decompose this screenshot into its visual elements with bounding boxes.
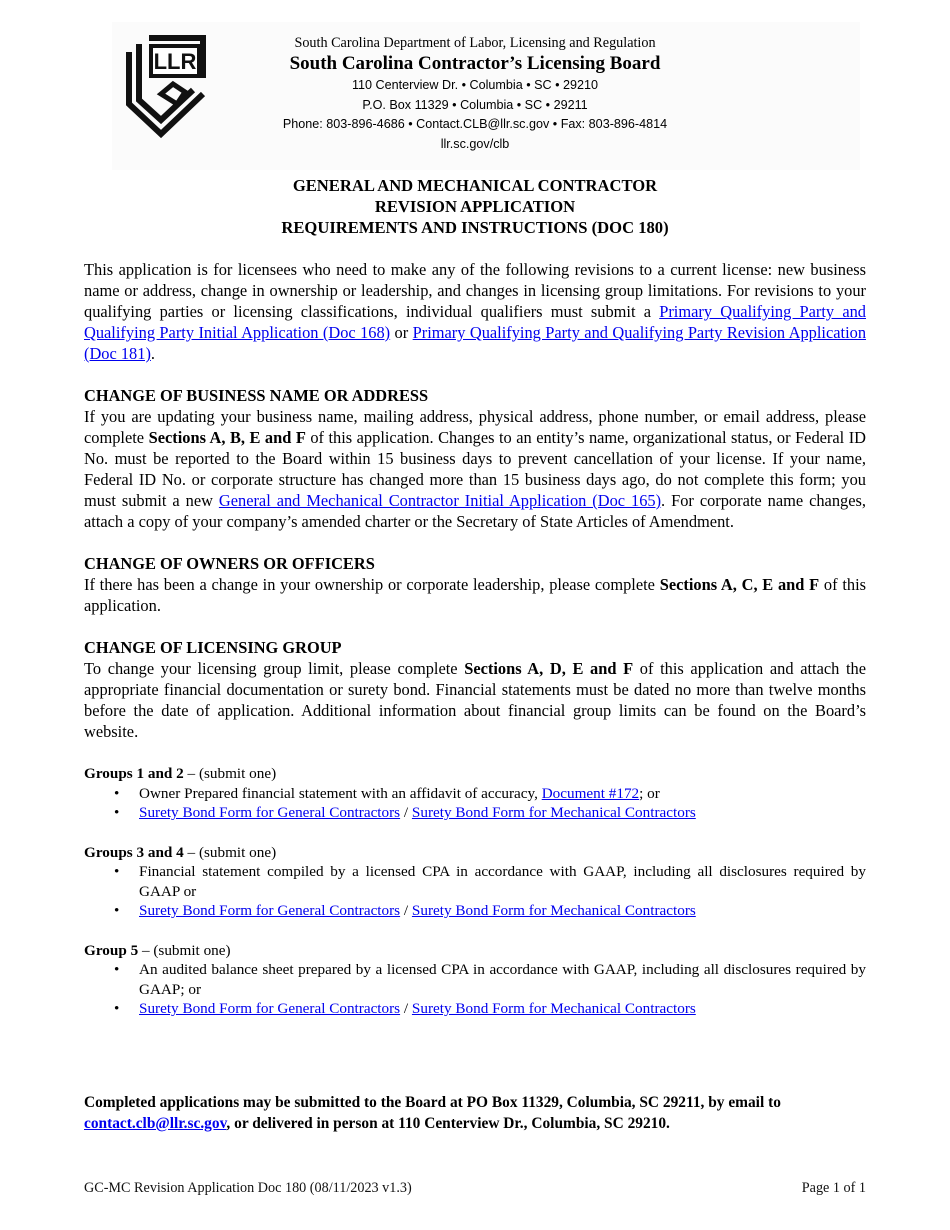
closing-text-1: Completed applications may be submitted to the Board at PO Box 11329, Columbia, SC 29211, by email to bbox=[84, 1094, 781, 1111]
group-heading bbox=[84, 843, 866, 863]
document-172-link[interactable]: Document #172 bbox=[541, 784, 640, 802]
business-text-1: If you are updating your business name, mailing address, physical address, phone number, or email address, please complete bbox=[84, 407, 866, 447]
intro-end: . bbox=[150, 344, 156, 363]
intro-or: or bbox=[390, 323, 413, 342]
intro-paragraph bbox=[84, 259, 866, 364]
group-heading bbox=[84, 941, 866, 961]
licensing-sections: Sections A, D, E and F bbox=[464, 659, 634, 678]
contact-line: Phone: 803-896-4686 • Contact.CLB@llr.sc.gov • Fax: 803-896-4814 bbox=[282, 117, 668, 131]
closing-text-2: , or delivered in person at 110 Centerview Dr., Columbia, SC 29210. bbox=[226, 1115, 670, 1132]
list-item bbox=[139, 862, 866, 901]
business-paragraph bbox=[84, 406, 866, 532]
group-label: Group 5 bbox=[84, 941, 139, 959]
separator: / bbox=[400, 1000, 412, 1017]
group-label: Groups 1 and 2 bbox=[84, 765, 184, 782]
group-5 bbox=[84, 941, 866, 1019]
option-text: Financial statement compiled by a licensed CPA in accordance with GAAP, including all disclosures required by GAAP or bbox=[139, 863, 866, 900]
separator: / bbox=[400, 902, 412, 919]
board-name: South Carolina Contractor’s Licensing Board bbox=[289, 53, 661, 74]
owners-heading: CHANGE OF OWNERS OR OFFICERS bbox=[84, 554, 375, 573]
contact-email-link[interactable]: contact.clb@llr.sc.gov bbox=[84, 1115, 227, 1132]
list-item bbox=[139, 803, 866, 823]
title-line-1: GENERAL AND MECHANICAL CONTRACTOR bbox=[292, 176, 658, 195]
surety-bond-mechanical-link[interactable]: Surety Bond Form for Mechanical Contractors bbox=[411, 804, 696, 821]
group-heading bbox=[84, 764, 866, 784]
group-label: Groups 3 and 4 bbox=[84, 843, 184, 861]
group-note: – (submit one) bbox=[183, 765, 277, 782]
department-name: South Carolina Department of Labor, Licensing and Regulation bbox=[294, 35, 656, 51]
group-requirements bbox=[84, 764, 866, 1019]
surety-bond-mechanical-link[interactable]: Surety Bond Form for Mechanical Contractors bbox=[411, 1000, 696, 1017]
owners-section bbox=[84, 553, 866, 616]
business-sections: Sections A, B, E and F bbox=[148, 428, 306, 447]
surety-bond-mechanical-link[interactable]: Surety Bond Form for Mechanical Contractors bbox=[411, 902, 696, 919]
document-id: GC-MC Revision Application Doc 180 (08/11/2023 v1.3) bbox=[84, 1180, 412, 1196]
business-heading: CHANGE OF BUSINESS NAME OR ADDRESS bbox=[84, 386, 429, 405]
po-box: P.O. Box 11329 • Columbia • SC • 29211 bbox=[362, 97, 588, 112]
group-options bbox=[84, 960, 866, 1019]
doc-168-link[interactable]: Primary Qualifying Party and Qualifying Party Initial Application (Doc 168) bbox=[84, 302, 866, 342]
licensing-paragraph bbox=[84, 658, 866, 742]
licensing-text-1: To change your licensing group limit, please complete bbox=[84, 659, 465, 678]
document-title bbox=[84, 175, 866, 238]
intro-text: This application is for licensees who need to make any of the following revisions to a current license: new business name or address, change in ownership or leadership, and changes in licensing group limitations. For revisions to your qualifying parties or licensing classifications, individual qualifiers must submit a bbox=[84, 260, 866, 321]
website: llr.sc.gov/clb bbox=[440, 136, 510, 151]
owners-text-1: If there has been a change in your ownership or corporate leadership, please complete bbox=[84, 575, 660, 594]
list-item bbox=[139, 960, 866, 999]
surety-bond-general-link[interactable]: Surety Bond Form for General Contractors bbox=[139, 804, 401, 821]
llr-logo bbox=[115, 30, 215, 140]
licensing-text-2: of this application and attach the appropriate financial documentation or surety bond. Financial statements must be dated no more than twelve months before the date of application. Additional information about financial group limits can be found on the Board’s website. bbox=[84, 659, 866, 741]
doc-165-link[interactable]: General and Mechanical Contractor Initial Application (Doc 165) bbox=[218, 491, 662, 510]
option-text: Owner Prepared financial statement with an affidavit of accuracy, bbox=[139, 784, 542, 802]
title-line-2: REVISION APPLICATION bbox=[374, 197, 576, 216]
group-options bbox=[84, 784, 866, 823]
surety-bond-general-link[interactable]: Surety Bond Form for General Contractors bbox=[139, 1000, 401, 1017]
group-note: – (submit one) bbox=[138, 941, 231, 959]
group-note: – (submit one) bbox=[183, 843, 277, 861]
street-address: 110 Centerview Dr. • Columbia • SC • 29210 bbox=[351, 78, 599, 92]
licensing-heading: CHANGE OF LICENSING GROUP bbox=[84, 638, 342, 657]
submission-instructions bbox=[84, 1092, 866, 1134]
list-item bbox=[139, 901, 866, 921]
group-3-4 bbox=[84, 843, 866, 921]
document-body bbox=[84, 259, 866, 1039]
group-1-2 bbox=[84, 764, 866, 823]
title-line-3: REQUIREMENTS AND INSTRUCTIONS (DOC 180) bbox=[281, 218, 669, 237]
surety-bond-general-link[interactable]: Surety Bond Form for General Contractors bbox=[139, 902, 401, 919]
logo-text: LLR bbox=[153, 49, 197, 74]
list-item bbox=[139, 784, 866, 804]
option-text: An audited balance sheet prepared by a licensed CPA in accordance with GAAP, including all disclosures required by GAAP; or bbox=[139, 961, 866, 998]
owners-text-2: of this application. bbox=[84, 575, 867, 615]
page-number: Page 1 of 1 bbox=[801, 1180, 866, 1196]
list-item bbox=[139, 999, 866, 1019]
separator: / bbox=[400, 804, 412, 821]
owners-paragraph bbox=[84, 574, 866, 616]
business-text-2: of this application. Changes to an entity’s name, organizational status, or Federal ID No. must be reported to the Board within 15 business days to prevent cancellation of your license. If your name, Federal ID No. or corporate structure has changed more than 15 business days ago, do not complete this form; you must submit a new bbox=[84, 428, 866, 510]
business-text-3: . For corporate name changes, attach a copy of your company’s amended charter or the Secretary of State Articles of Amendment. bbox=[84, 491, 866, 531]
licensing-section bbox=[84, 637, 866, 742]
business-section bbox=[84, 385, 866, 532]
group-options bbox=[84, 862, 866, 921]
doc-181-link[interactable]: Primary Qualifying Party and Qualifying Party Revision Application (Doc 181) bbox=[84, 323, 867, 363]
owners-sections: Sections A, C, E and F bbox=[659, 575, 820, 594]
agency-block bbox=[215, 34, 735, 154]
option-end: ; or bbox=[639, 784, 660, 802]
